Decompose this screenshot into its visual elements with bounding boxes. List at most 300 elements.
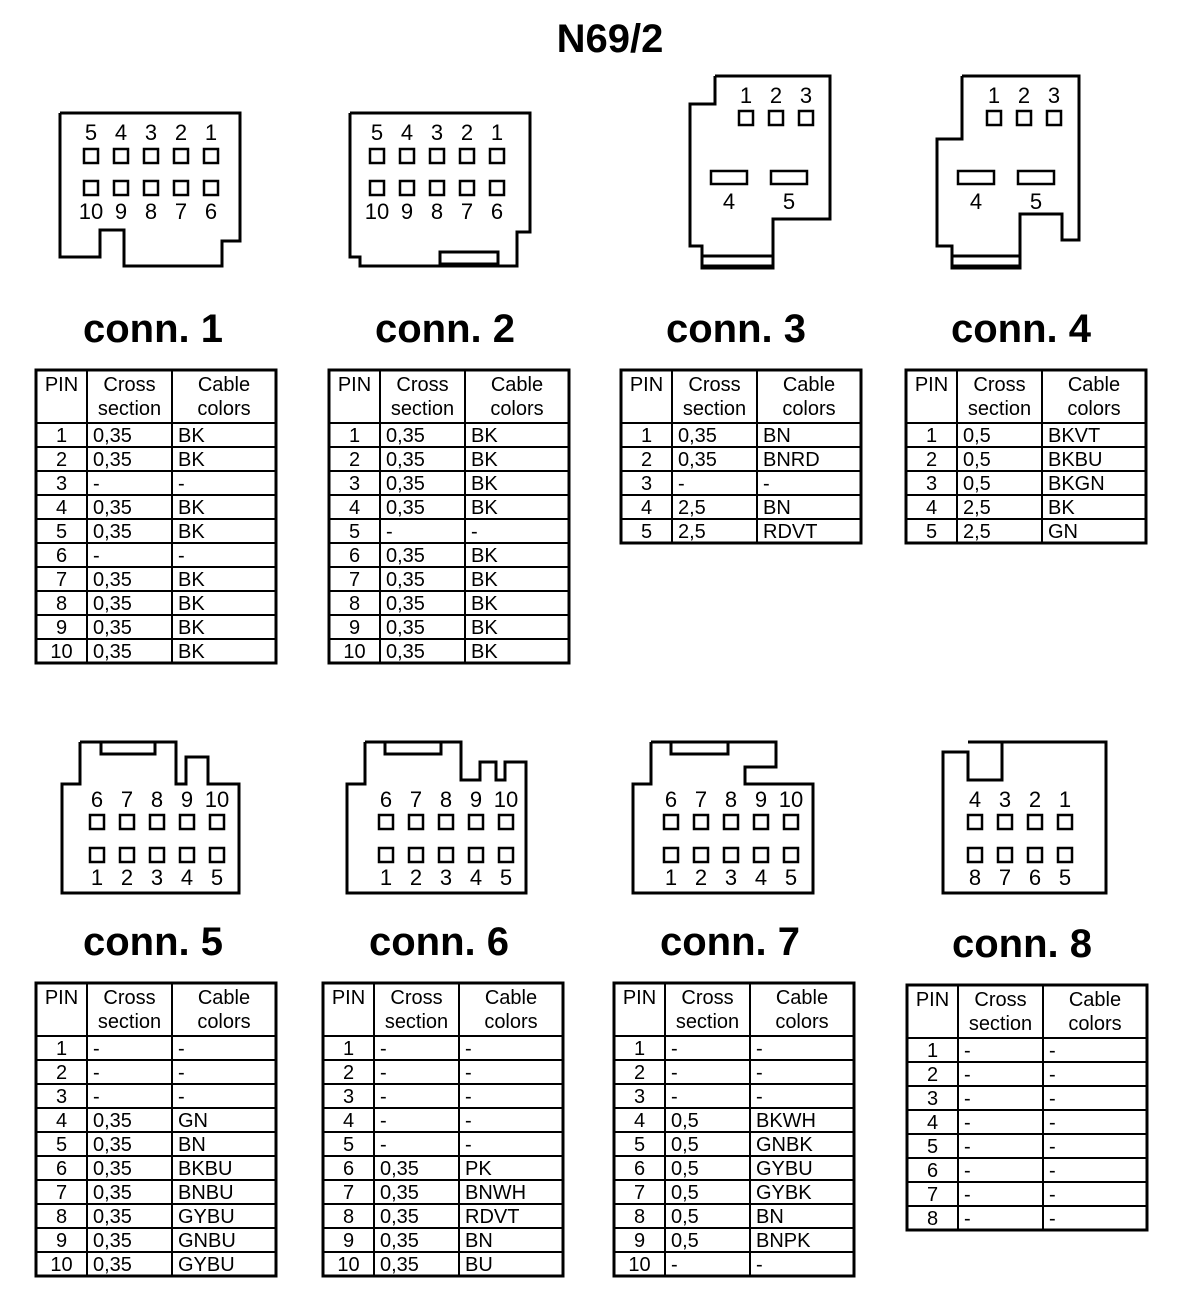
connector-title: conn. 8 — [951, 922, 1093, 966]
pin-socket — [210, 815, 224, 829]
pin-socket — [409, 848, 423, 862]
cell-cross-section: 0,35 — [93, 569, 132, 591]
cell-pin: 1 — [926, 1040, 939, 1062]
cell-pin: 9 — [342, 1230, 355, 1252]
cell-cable-color: - — [1049, 1040, 1056, 1062]
pin-number-label: 9 — [400, 199, 414, 224]
pin-table — [907, 985, 1147, 1230]
connector-housing — [350, 113, 530, 266]
pin-socket — [694, 848, 708, 862]
pin-number-label: 5 — [370, 120, 384, 145]
cell-cross-section: - — [93, 1086, 100, 1108]
pin-socket — [771, 171, 807, 184]
table-header — [45, 374, 251, 420]
pin-socket — [409, 815, 423, 829]
table-row — [36, 1108, 276, 1132]
header-cable: Cable — [775, 987, 829, 1009]
header-colors: colors — [484, 1011, 538, 1033]
pin-number-label: 4 — [754, 865, 768, 890]
cell-cross-section: 0,35 — [93, 1182, 132, 1204]
cell-pin: 5 — [640, 521, 653, 543]
header-section: section — [675, 1011, 740, 1033]
cell-cable-color: BK — [178, 425, 205, 447]
table-row — [329, 447, 569, 471]
table-row — [907, 1062, 1147, 1086]
pin-number-label: 3 — [144, 120, 158, 145]
header-cable: Cable — [1067, 374, 1121, 396]
table-row — [614, 1228, 854, 1252]
cell-cross-section: - — [964, 1160, 971, 1182]
pin-number-label: 2 — [460, 120, 474, 145]
cell-cross-section: - — [380, 1134, 387, 1156]
cell-pin: 5 — [55, 1134, 68, 1156]
pin-socket — [754, 815, 768, 829]
cell-cable-color: BKWH — [756, 1110, 816, 1132]
pin-number-label: 2 — [1017, 83, 1031, 108]
pin-socket — [499, 848, 513, 862]
cell-pin: 7 — [348, 569, 361, 591]
pin-socket — [180, 848, 194, 862]
header-cross: Cross — [688, 374, 741, 396]
pin-socket — [174, 149, 188, 163]
table-row — [323, 1132, 563, 1156]
pin-socket — [144, 181, 158, 195]
table-row — [36, 1228, 276, 1252]
cell-cross-section: 0,35 — [93, 617, 132, 639]
connector-2 — [329, 113, 569, 663]
table-row — [614, 1132, 854, 1156]
cell-cross-section: 2,5 — [963, 521, 991, 543]
table-row — [621, 447, 861, 471]
table-row — [614, 1252, 854, 1276]
latch-tab — [440, 252, 498, 264]
cell-pin: 5 — [633, 1134, 646, 1156]
latch-tab — [671, 742, 728, 754]
cell-cable-color: - — [1049, 1160, 1056, 1182]
cell-cross-section: - — [380, 1062, 387, 1084]
pin-number-label: 9 — [180, 787, 194, 812]
pin-table — [614, 983, 854, 1276]
cell-pin: 9 — [55, 1230, 68, 1252]
table-row — [634, 1038, 763, 1060]
table-row — [329, 639, 569, 663]
table-row — [36, 447, 276, 471]
pin-socket — [84, 149, 98, 163]
pin-socket — [430, 181, 444, 195]
cell-pin: 3 — [925, 473, 938, 495]
cell-pin: 8 — [55, 1206, 68, 1228]
table-row — [36, 567, 276, 591]
cell-cross-section: 0,35 — [93, 1158, 132, 1180]
table-row — [906, 495, 1146, 519]
pin-socket — [469, 815, 483, 829]
pin-socket — [439, 815, 453, 829]
cell-cable-color: - — [756, 1038, 763, 1060]
cell-cross-section: 0,35 — [93, 1206, 132, 1228]
table-row — [323, 1252, 563, 1276]
cell-pin: 7 — [55, 569, 68, 591]
cell-cross-section: - — [93, 1038, 100, 1060]
pin-socket — [150, 848, 164, 862]
cell-cross-section: - — [964, 1184, 971, 1206]
table-row — [614, 1084, 854, 1108]
pin-socket — [724, 815, 738, 829]
cell-pin: 1 — [925, 425, 938, 447]
pin-socket — [711, 171, 747, 184]
pin-socket — [799, 111, 813, 125]
pin-number-label: 7 — [174, 199, 188, 224]
pin-number-label: 3 — [439, 865, 453, 890]
cell-cable-color: BK — [471, 545, 498, 567]
cell-cable-color: BU — [465, 1254, 493, 1276]
cell-pin: 8 — [926, 1208, 939, 1230]
pin-number-label: 6 — [379, 787, 393, 812]
pin-number-label: 8 — [430, 199, 444, 224]
pin-number-label: 1 — [987, 83, 1001, 108]
cell-cross-section: 0,35 — [386, 473, 425, 495]
header-pin: PIN — [337, 374, 372, 396]
cell-pin: 3 — [633, 1086, 646, 1108]
cell-cable-color: - — [1049, 1112, 1056, 1134]
cell-cable-color: PK — [465, 1158, 492, 1180]
pin-number-label: 10 — [778, 787, 804, 812]
pin-socket — [968, 815, 982, 829]
latch-tab — [101, 742, 155, 754]
cell-pin: 6 — [342, 1158, 355, 1180]
cell-pin: 10 — [628, 1254, 651, 1276]
table-row — [349, 425, 498, 447]
page-title: N69/2 — [556, 17, 664, 61]
pin-number-label: 7 — [409, 787, 423, 812]
pin-socket — [784, 815, 798, 829]
cell-cable-color: BK — [178, 641, 205, 663]
cell-pin: 5 — [55, 521, 68, 543]
header-cable: Cable — [197, 374, 251, 396]
connector-housing — [60, 113, 240, 266]
cell-cable-color: BNPK — [756, 1230, 811, 1252]
pin-socket — [144, 149, 158, 163]
cell-pin: 5 — [348, 521, 361, 543]
cell-cross-section: - — [964, 1040, 971, 1062]
table-row — [906, 519, 1146, 543]
pin-socket — [1047, 111, 1061, 125]
pin-number-label: 7 — [460, 199, 474, 224]
cell-cable-color: BK — [178, 449, 205, 471]
cell-cable-color: BN — [465, 1230, 493, 1252]
pin-socket — [210, 848, 224, 862]
cell-cable-color: - — [1049, 1184, 1056, 1206]
pin-number-label: 9 — [114, 199, 128, 224]
cell-pin: 4 — [926, 1112, 939, 1134]
cell-cable-color: BNBU — [178, 1182, 234, 1204]
cell-cross-section: 0,35 — [386, 545, 425, 567]
table-row — [614, 1108, 854, 1132]
cell-cable-color: - — [178, 1062, 185, 1084]
pin-number-label: 2 — [694, 865, 708, 890]
pin-number-label: 3 — [430, 120, 444, 145]
cell-pin: 10 — [50, 1254, 73, 1276]
cell-cross-section: 0,35 — [386, 617, 425, 639]
connectors-area — [36, 76, 1147, 1276]
cell-pin: 7 — [633, 1182, 646, 1204]
table-row — [323, 1084, 563, 1108]
pin-socket — [460, 149, 474, 163]
cell-pin: 4 — [925, 497, 938, 519]
pin-number-label: 10 — [204, 787, 230, 812]
cell-cross-section: 0,35 — [386, 593, 425, 615]
table-row — [906, 447, 1146, 471]
connector-title: conn. 7 — [659, 920, 801, 964]
cell-cable-color: - — [465, 1110, 472, 1132]
pin-number-label: 8 — [968, 865, 982, 890]
cell-cross-section: - — [671, 1062, 678, 1084]
cell-pin: 7 — [926, 1184, 939, 1206]
cell-cable-color: BK — [471, 593, 498, 615]
table-row — [36, 1180, 276, 1204]
pin-number-label: 2 — [409, 865, 423, 890]
cell-cross-section: 0,35 — [380, 1230, 419, 1252]
cell-cable-color: BK — [471, 473, 498, 495]
cell-cross-section: - — [93, 473, 100, 495]
cell-cable-color: BKBU — [178, 1158, 233, 1180]
cell-cross-section: 0,35 — [380, 1182, 419, 1204]
table-row — [927, 1040, 1056, 1062]
header-section: section — [968, 1013, 1033, 1035]
pin-socket — [1028, 848, 1042, 862]
cell-cross-section: 0,35 — [678, 425, 717, 447]
pin-number-label: 8 — [439, 787, 453, 812]
connector-7 — [614, 742, 854, 1276]
connector-housing — [62, 742, 239, 893]
pin-table — [36, 370, 276, 663]
table-header — [45, 987, 251, 1033]
cell-cross-section: 2,5 — [678, 497, 706, 519]
connector-title: conn. 2 — [374, 307, 516, 351]
cell-cable-color: RDVT — [465, 1206, 520, 1228]
cell-cable-color: - — [756, 1086, 763, 1108]
table-row — [614, 1060, 854, 1084]
cell-pin: 3 — [55, 473, 68, 495]
pin-socket — [499, 815, 513, 829]
cell-cable-color: - — [1049, 1088, 1056, 1110]
table-row — [36, 1132, 276, 1156]
pin-number-label: 6 — [664, 787, 678, 812]
header-section: section — [682, 398, 747, 420]
pin-socket — [968, 848, 982, 862]
header-cable: Cable — [490, 374, 544, 396]
cell-cross-section: 0,5 — [963, 449, 991, 471]
header-cross: Cross — [973, 374, 1026, 396]
table-row — [907, 1158, 1147, 1182]
pin-socket — [724, 848, 738, 862]
header-cross: Cross — [681, 987, 734, 1009]
cell-cross-section: - — [380, 1086, 387, 1108]
header-cross: Cross — [103, 987, 156, 1009]
cell-pin: 4 — [640, 497, 653, 519]
cell-cross-section: 0,35 — [93, 1254, 132, 1276]
pin-number-label: 10 — [493, 787, 519, 812]
table-row — [621, 471, 861, 495]
cell-pin: 3 — [342, 1086, 355, 1108]
cell-cross-section: 0,5 — [671, 1230, 699, 1252]
cell-cable-color: BNRD — [763, 449, 820, 471]
header-colors: colors — [197, 1011, 251, 1033]
cell-cable-color: GNBK — [756, 1134, 813, 1156]
connector-housing — [633, 742, 813, 893]
cell-pin: 3 — [348, 473, 361, 495]
connector-housing — [937, 76, 1079, 268]
pin-socket — [1028, 815, 1042, 829]
cell-cable-color: - — [178, 1086, 185, 1108]
cell-cable-color: - — [756, 1062, 763, 1084]
cell-cross-section: - — [964, 1064, 971, 1086]
table-header — [630, 374, 836, 420]
header-colors: colors — [782, 398, 836, 420]
cell-cross-section: 0,5 — [671, 1182, 699, 1204]
cell-pin: 5 — [342, 1134, 355, 1156]
table-row — [329, 543, 569, 567]
pin-socket — [114, 149, 128, 163]
pin-table — [621, 370, 861, 543]
table-row — [36, 1204, 276, 1228]
header-pin: PIN — [622, 987, 657, 1009]
cell-pin: 10 — [343, 641, 366, 663]
pin-number-label: 1 — [1058, 787, 1072, 812]
pin-number-label: 7 — [694, 787, 708, 812]
cell-cross-section: 0,35 — [93, 1110, 132, 1132]
cell-pin: 4 — [55, 1110, 68, 1132]
pin-socket — [664, 815, 678, 829]
table-row — [36, 495, 276, 519]
pin-socket — [998, 848, 1012, 862]
connector-title: conn. 5 — [82, 920, 224, 964]
connector-title: conn. 1 — [82, 307, 224, 351]
pin-number-label: 1 — [204, 120, 218, 145]
cell-cable-color: GNBU — [178, 1230, 236, 1252]
pin-number-label: 3 — [998, 787, 1012, 812]
pin-number-label: 4 — [400, 120, 414, 145]
cell-cable-color: BN — [763, 497, 791, 519]
header-section: section — [967, 398, 1032, 420]
table-row — [56, 425, 205, 447]
table-row — [907, 1182, 1147, 1206]
cell-cable-color: GYBK — [756, 1182, 812, 1204]
pin-number-label: 4 — [180, 865, 194, 890]
table-row — [621, 519, 861, 543]
pin-number-label: 4 — [968, 787, 982, 812]
pin-number-label: 4 — [969, 189, 983, 214]
cell-cross-section: - — [93, 545, 100, 567]
pin-number-label: 2 — [769, 83, 783, 108]
cell-pin: 5 — [926, 1136, 939, 1158]
cell-pin: 3 — [926, 1088, 939, 1110]
pin-socket — [204, 181, 218, 195]
cell-cable-color: - — [178, 545, 185, 567]
latch-tab — [385, 742, 441, 754]
pin-number-label: 7 — [998, 865, 1012, 890]
pin-socket — [998, 815, 1012, 829]
cell-cable-color: GN — [1048, 521, 1078, 543]
pin-number-label: 5 — [784, 865, 798, 890]
cell-pin: 3 — [55, 1086, 68, 1108]
pin-socket — [84, 181, 98, 195]
cell-pin: 2 — [926, 1064, 939, 1086]
cell-cable-color: GYBU — [178, 1254, 235, 1276]
cell-cross-section: 0,35 — [678, 449, 717, 471]
pin-socket — [958, 171, 994, 184]
pin-socket — [490, 181, 504, 195]
table-row — [907, 1110, 1147, 1134]
table-row — [906, 471, 1146, 495]
cell-cross-section: 0,35 — [93, 641, 132, 663]
table-row — [329, 471, 569, 495]
cell-cross-section: 0,35 — [386, 497, 425, 519]
pin-table — [323, 983, 563, 1276]
cell-cable-color: - — [465, 1038, 472, 1060]
cell-cross-section: 0,35 — [380, 1206, 419, 1228]
connector-3 — [621, 76, 861, 543]
pin-number-label: 9 — [469, 787, 483, 812]
connector-8 — [907, 742, 1147, 1230]
header-colors: colors — [1067, 398, 1121, 420]
header-cross: Cross — [103, 374, 156, 396]
cell-cable-color: - — [178, 1038, 185, 1060]
cell-cable-color: BK — [178, 593, 205, 615]
pin-socket — [180, 815, 194, 829]
cell-cable-color: BKGN — [1048, 473, 1105, 495]
table-row — [36, 591, 276, 615]
pin-socket — [1017, 111, 1031, 125]
cell-cable-color: BKVT — [1048, 425, 1101, 447]
header-cross: Cross — [974, 989, 1027, 1011]
cell-cross-section: - — [964, 1136, 971, 1158]
cell-cross-section: 2,5 — [678, 521, 706, 543]
cell-pin: 6 — [348, 545, 361, 567]
table-row — [614, 1180, 854, 1204]
cell-cross-section: 0,35 — [93, 521, 132, 543]
cell-pin: 9 — [633, 1230, 646, 1252]
connector-5 — [36, 742, 276, 1276]
pin-number-label: 2 — [174, 120, 188, 145]
cell-cross-section: 0,35 — [93, 425, 132, 447]
cell-pin: 2 — [348, 449, 361, 471]
table-row — [614, 1156, 854, 1180]
table-row — [329, 567, 569, 591]
header-pin: PIN — [44, 374, 79, 396]
table-row — [36, 1084, 276, 1108]
cell-cross-section: - — [386, 521, 393, 543]
pin-number-label: 2 — [1028, 787, 1042, 812]
pin-number-label: 8 — [150, 787, 164, 812]
cell-cable-color: BK — [178, 521, 205, 543]
cell-cable-color: BN — [178, 1134, 206, 1156]
cell-cross-section: 0,35 — [93, 1134, 132, 1156]
pin-socket — [400, 181, 414, 195]
pin-socket — [1058, 848, 1072, 862]
pin-number-label: 5 — [1058, 865, 1072, 890]
cell-cross-section: 0,35 — [93, 497, 132, 519]
header-colors: colors — [775, 1011, 829, 1033]
connector-housing — [347, 742, 526, 893]
cell-pin: 4 — [55, 497, 68, 519]
table-row — [36, 1156, 276, 1180]
cell-pin: 2 — [640, 449, 653, 471]
cell-cable-color: - — [471, 521, 478, 543]
cell-pin: 2 — [55, 449, 68, 471]
cell-cross-section: 0,5 — [671, 1110, 699, 1132]
cell-cross-section: 0,35 — [386, 569, 425, 591]
cell-cable-color: - — [465, 1086, 472, 1108]
